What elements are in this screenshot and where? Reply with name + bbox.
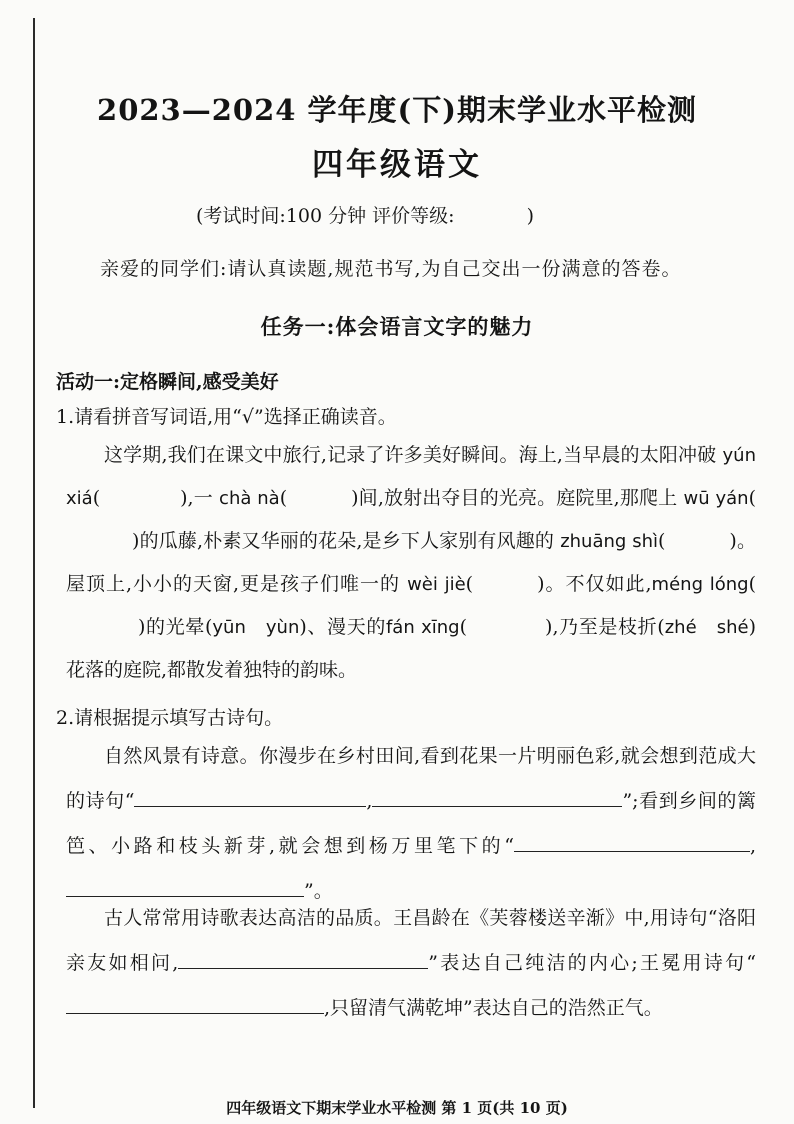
- poem-blank[interactable]: [66, 991, 324, 1014]
- exam-info-close: ): [526, 205, 534, 227]
- pronunciation-option[interactable]: yūn: [212, 617, 246, 638]
- question-2-passage-1: 自然风景有诗意。你漫步在乡村田间,看到花果一片明丽色彩,就会想到范成大的诗句“ , ”;看到乡间的篱笆、小路和枝头新芽,就会想到杨万里笔下的“ ,”。: [66, 745, 756, 902]
- question-2-passage-2: [66, 896, 756, 1031]
- passage-text: 的瓜藤,朴素又华丽的花朵,是乡下人家别有风趣的: [139, 530, 555, 552]
- passage-text: 花落的庭院,都散发着独特的韵味。: [66, 659, 358, 681]
- passage-text: 的光晕: [145, 616, 205, 638]
- passage-text: ,一: [187, 487, 213, 509]
- task-heading: 任务一:体会语言文字的魅力: [260, 314, 534, 339]
- passage-text: 古人常常用诗歌表达高洁的品质。王昌龄在《芙蓉楼送辛渐》中,用诗句“洛阳亲友如相问,: [66, 907, 756, 974]
- question-1-prompt: [56, 402, 397, 429]
- greeting: 亲爱的同学们:请认真读题,规范书写,为自己交出一份满意的答卷。: [100, 258, 682, 280]
- pronunciation-option[interactable]: yùn: [265, 617, 300, 638]
- passage-text: 这学期,我们在课文中旅行,记录了许多美好瞬间。海上,当早晨的太阳冲破: [104, 444, 717, 466]
- checkmark-icon: √: [241, 406, 254, 428]
- exam-time-text: (考试时间:100 分钟 评价等级:: [196, 205, 455, 227]
- poem-blank[interactable]: [598, 829, 750, 852]
- passage-text: ”。: [304, 880, 333, 902]
- question-2-prompt: 2.请根据提示填写古诗句。: [56, 707, 284, 729]
- passage-text: ,乃至是枝折: [552, 616, 658, 638]
- activity-heading: 活动一:定格瞬间,感受美好: [56, 371, 279, 393]
- q1-prompt-b: ”选择正确读音。: [254, 406, 397, 428]
- pinyin: wèi jiè: [407, 574, 466, 595]
- passage-text: 间,放射出夺目的光亮。庭院里,那爬上: [358, 487, 678, 509]
- pronunciation-option[interactable]: shé: [716, 617, 749, 638]
- poem-blank[interactable]: [134, 784, 366, 807]
- passage-text: 。不仅如此,: [544, 573, 652, 595]
- pinyin: chà nà: [219, 488, 280, 509]
- poem-blank[interactable]: [66, 874, 304, 897]
- exam-title: 2023—2024 学年度(下)期末学业水平检测: [97, 93, 697, 127]
- passage-text: ”表达自己纯洁的内心;王冕用诗句“: [428, 952, 756, 974]
- q1-prompt-a: 1.请看拼音写词语,用“: [56, 406, 242, 428]
- exam-subject-title: 四年级语文: [312, 147, 482, 183]
- passage-text: 自然风景有诗意。你漫步在乡村田间,看到花果一片明丽色彩,就会想到范成大的诗句“: [66, 745, 756, 812]
- pinyin: yún xiá: [66, 445, 756, 509]
- pinyin: méng lóng: [651, 574, 749, 595]
- pinyin: fán xīng: [385, 617, 460, 638]
- question-1-passage: 这学期,我们在课文中旅行,记录了许多美好瞬间。海上,当早晨的太阳冲破 yún xiá( ),一 chà nà( )间,放射出夺目的光亮。庭院里,那爬上 wū yán()的瓜藤,朴素又华丽的花朵,是乡下人家别有风趣的 zhuāng shì( )。屋顶上,小小的天窗,更是孩子们唯一的 wèi jiè( )。不仅如此,méng lóng()的光晕(yūn yùn)、漫天的fán xīng( ),乃至是枝折(zhé shé)花落的庭院,都散发着独特的韵味。: [66, 444, 756, 681]
- pronunciation-option[interactable]: zhé: [664, 617, 697, 638]
- passage-text: ”;看到乡间的篱笆、小路和枝头新芽,就会想到杨万里笔下的“: [66, 790, 756, 857]
- page-footer: 四年级语文下期末学业水平检测 第 1 页(共 10 页): [226, 1099, 568, 1117]
- poem-blank[interactable]: [178, 946, 428, 969]
- poem-blank[interactable]: [372, 784, 622, 807]
- passage-text: 、漫天的: [306, 616, 386, 638]
- passage-text: ,只留清气满乾坤”表达自己的浩然正气。: [324, 997, 663, 1019]
- passage-text: 。屋顶上,小小的天窗,更是孩子们唯一的: [66, 530, 756, 595]
- pinyin: zhuāng shì: [560, 531, 658, 552]
- pinyin: wū yán: [683, 488, 749, 509]
- poem-blank[interactable]: [514, 829, 598, 852]
- exam-info: [196, 201, 534, 228]
